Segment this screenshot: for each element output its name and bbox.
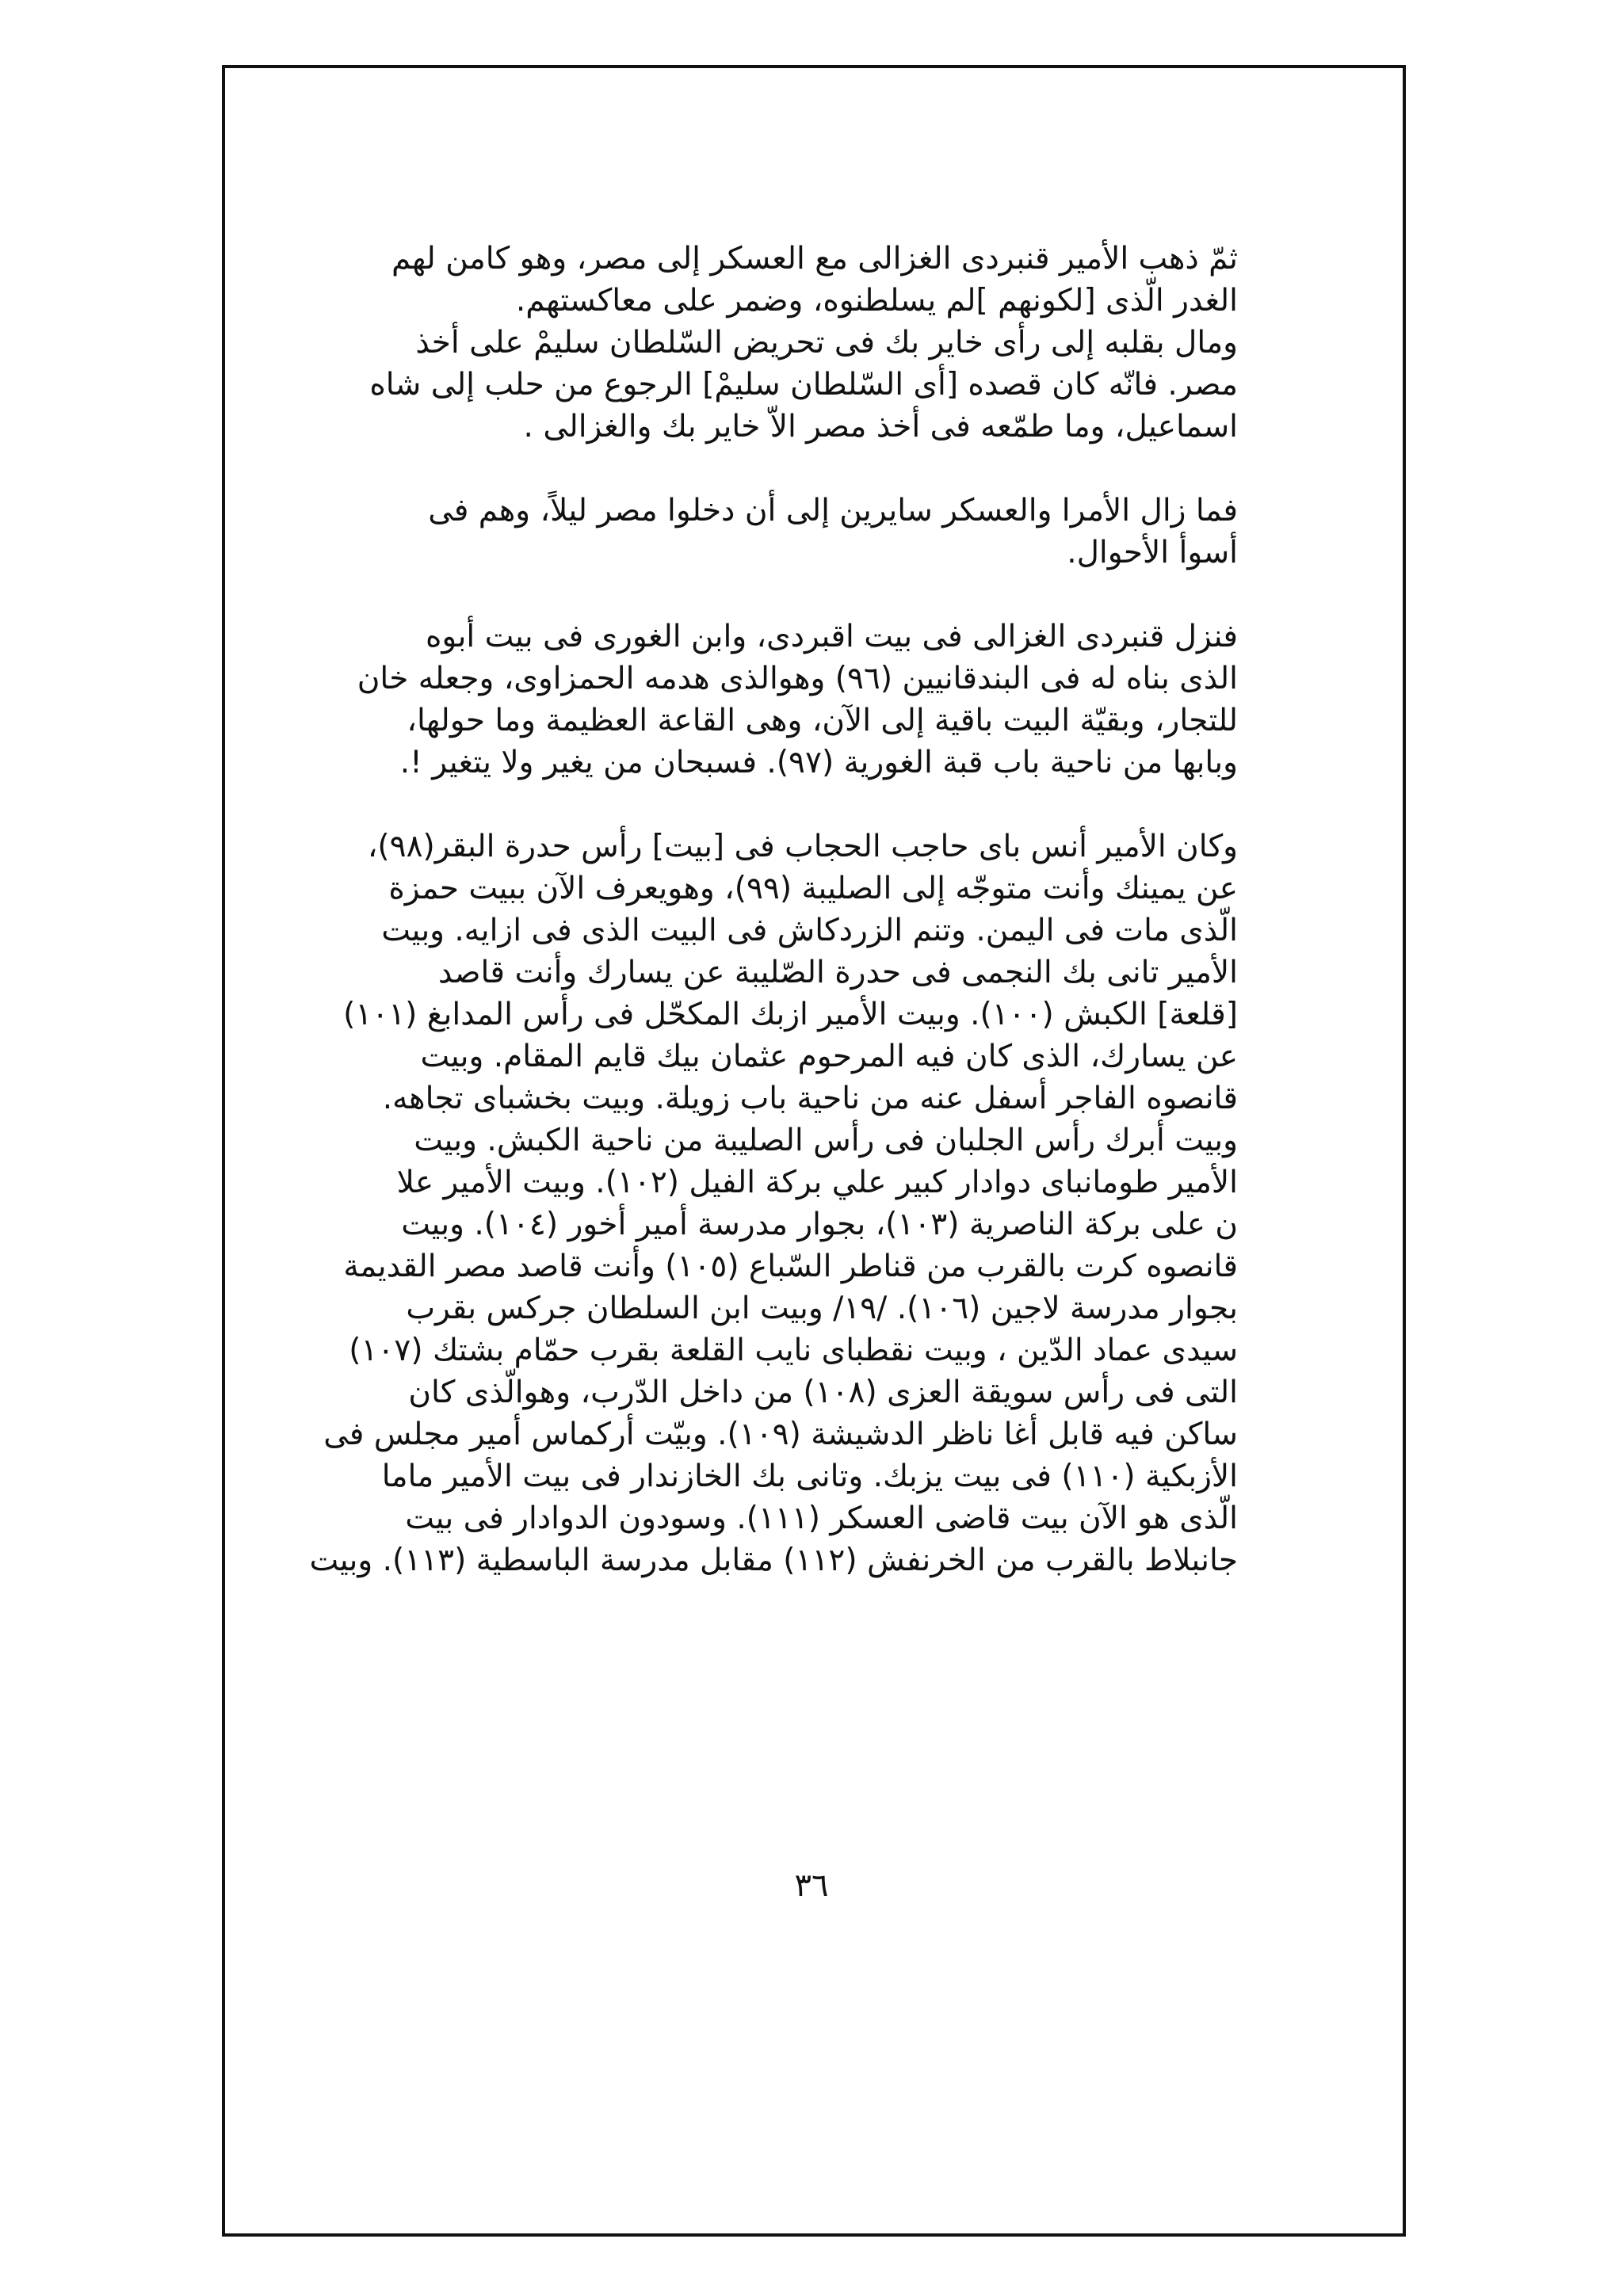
text-line: قانصوه الفاجر أسفل عنه من ناحية باب زويلة. وبيت بخشباى تجاهه.	[382, 1081, 1238, 1116]
text-line: وكان الأمير أنس باى حاجب الحجاب فى [بيت] رأس حدرة البقر(٩٨)،	[367, 829, 1238, 864]
page-number: ٣٦	[794, 1867, 829, 1904]
text-line: وبيت أبرك رأس الجلبان فى رأس الصليبة من ناحية الكبش. وبيت	[414, 1123, 1238, 1158]
text-line: فما زال الأمرا والعسكر سايرين إلى أن دخلوا مصر ليلاً، وهم فى	[428, 493, 1238, 528]
text-line: فنزل قنبردى الغزالى فى بيت اقبردى، وابن الغورى فى بيت أبوه	[425, 619, 1238, 654]
text-line: ومال بقلبه إلى رأى خاير بك فى تحريض السّلطان سليمْ على أخذ	[415, 325, 1238, 360]
text-line: جانبلاط بالقرب من الخرنفش (١١٢) مقابل مدرسة الباسطية (١١٣). وبيت	[309, 1543, 1238, 1578]
text-line: الّذى مات فى اليمن. وتنم الزردكاش فى البيت الذى فى ازايه. وبيت	[381, 913, 1238, 948]
text-line: الغدر الّذى [لكونهم ]لم يسلطنوه، وضمر على معاكستهم.	[515, 283, 1238, 318]
paragraph	[396, 490, 1238, 574]
text-line: الّذى هو الآن بيت قاضى العسكر (١١١). وسودون الدوادار فى بيت	[405, 1501, 1238, 1536]
text-line: عن يمينك وأنت متوجّه إلى الصليبة (٩٩)، وهويعرف الآن ببيت حمزة	[388, 871, 1238, 906]
text-line: أسوأ الأحوال.	[1067, 535, 1238, 570]
text-line: الأزبكية (١١٠) فى بيت يزبك. وتانى بك الخازندار فى بيت الأمير ماما	[381, 1459, 1238, 1494]
text-line: اسماعيل، وما طمّعه فى أخذ مصر الاّ خاير بك والغزالى .	[523, 409, 1238, 444]
text-line: مصر. فانّه كان قصده [أى السّلطان سليمْ] الرجوع من حلب إلى شاه	[369, 367, 1238, 402]
text-line: [قلعة] الكبش (١٠٠). وبيت الأمير ازبك المكحّل فى رأس المدابغ (١٠١)	[343, 997, 1238, 1032]
text-line: قانصوه كرت بالقرب من قناطر السّباع (١٠٥) وأنت قاصد مصر القديمة	[343, 1249, 1238, 1284]
text-line: للتجار، وبقيّة البيت باقية إلى الآن، وهى القاعة العظيمة وما حولها،	[407, 703, 1238, 738]
paragraph	[369, 238, 1238, 448]
text-line: التى فى رأس سويقة العزى (١٠٨) من داخل الدّرب، وهوالّذى كان	[408, 1375, 1238, 1410]
text-line: سيدى عماد الدّين ، وبيت نقطباى نايب القلعة بقرب حمّام بشتك (١٠٧)	[349, 1333, 1238, 1368]
text-line: بجوار مدرسة لاجين (١٠٦). /١٩/ وبيت ابن السلطان جركس بقرب	[406, 1291, 1238, 1326]
paragraph	[357, 616, 1238, 784]
text-line: عن يسارك، الذى كان فيه المرحوم عثمان بيك قايم المقام. وبيت	[420, 1039, 1238, 1074]
text-line: وبابها من ناحية باب قبة الغورية (٩٧). فسبحان من يغير ولا يتغير !.	[399, 745, 1238, 780]
document-body	[309, 238, 1238, 1581]
text-line: ثمّ ذهب الأمير قنبردى الغزالى مع العسكر إلى مصر، وهو كامن لهم	[391, 241, 1238, 277]
text-line: الأمير طومانباى دوادار كبير علي بركة الفيل (١٠٢). وبيت الأمير علا	[396, 1165, 1238, 1200]
text-line: الذى بناه له فى البندقانيين (٩٦) وهوالذى هدمه الحمزاوى، وجعله خان	[357, 661, 1238, 696]
text-line: ساكن فيه قابل أغا ناظر الدشيشة (١٠٩). وبيّت أركماس أمير مجلس فى	[323, 1417, 1238, 1452]
text-line: ن على بركة الناصرية (١٠٣)، بجوار مدرسة أمير أخور (١٠٤). وبيت	[401, 1207, 1238, 1242]
text-line: الأمير تانى بك النجمى فى حدرة الصّليبة عن يسارك وأنت قاصد	[437, 955, 1238, 990]
paragraph	[309, 826, 1238, 1581]
